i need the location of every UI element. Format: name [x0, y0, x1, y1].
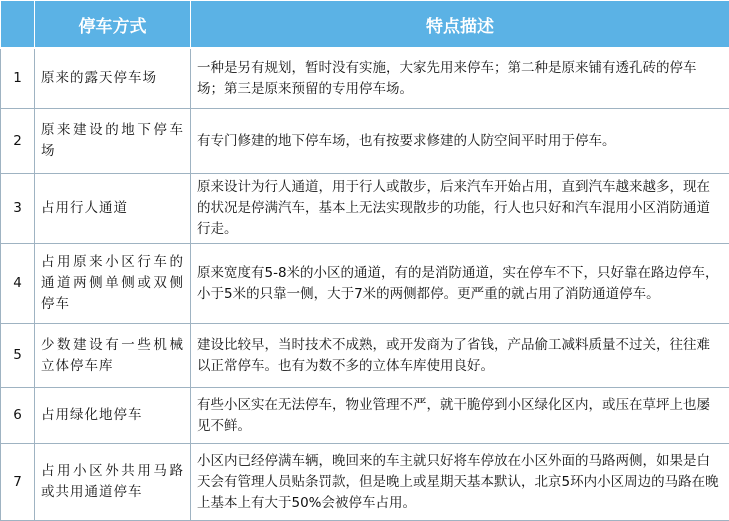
table-row: [1, 444, 729, 521]
row-description: 有专门修建的地下停车场，也有按要求修建的人防空间平时用于停车。: [191, 109, 729, 174]
table-row: [1, 244, 729, 324]
row-description: 小区内已经停满车辆，晚回来的车主就只好将车停放在小区外面的马路两侧，如果是白天会有管理人员贴条罚款，但是晚上或星期天基本默认，北京5环内小区周边的马路在晚上基本上有大于50%会被停车占用。: [191, 444, 729, 521]
row-parking-mode: 占用行人通道: [35, 174, 191, 244]
row-parking-mode: 占用绿化地停车: [35, 388, 191, 444]
row-number: 1: [1, 48, 35, 109]
row-number: 6: [1, 388, 35, 444]
row-parking-mode: 原来的露天停车场: [35, 48, 191, 109]
row-parking-mode: 占用原来小区行车的通道两侧单侧或双侧停车: [35, 244, 191, 324]
row-number: 2: [1, 109, 35, 174]
header-parking-mode: 停车方式: [35, 1, 191, 49]
table-row: [1, 388, 729, 444]
table-row: [1, 48, 729, 109]
table-row: [1, 174, 729, 244]
header-number: [1, 1, 35, 49]
row-parking-mode: 少数建设有一些机械立体停车库: [35, 324, 191, 388]
row-parking-mode: 原来建设的地下停车场: [35, 109, 191, 174]
row-description: 建设比较早，当时技术不成熟，或开发商为了省钱，产品偷工减料质量不过关，往往难以正常停车。也有为数不多的立体车库使用良好。: [191, 324, 729, 388]
table-header-row: [1, 1, 729, 49]
row-number: 5: [1, 324, 35, 388]
row-number: 3: [1, 174, 35, 244]
row-parking-mode: 占用小区外共用马路或共用通道停车: [35, 444, 191, 521]
row-description: 一种是另有规划，暂时没有实施，大家先用来停车；第二种是原来铺有透孔砖的停车场；第三是原来预留的专用停车场。: [191, 48, 729, 109]
row-number: 7: [1, 444, 35, 521]
row-number: 4: [1, 244, 35, 324]
row-description: 原来设计为行人通道，用于行人或散步，后来汽车开始占用，直到汽车越来越多，现在的状况是停满汽车，基本上无法实现散步的功能，行人也只好和汽车混用小区消防通道行走。: [191, 174, 729, 244]
table-row: [1, 324, 729, 388]
table-row: [1, 109, 729, 174]
row-description: 有些小区实在无法停车，物业管理不严，就干脆停到小区绿化区内，或压在草坪上也屡见不鲜。: [191, 388, 729, 444]
row-description: 原来宽度有5-8米的小区的通道，有的是消防通道，实在停车不下，只好靠在路边停车，小于5米的只靠一侧，大于7米的两侧都停。更严重的就占用了消防通道停车。: [191, 244, 729, 324]
header-feature-description: 特点描述: [191, 1, 729, 49]
